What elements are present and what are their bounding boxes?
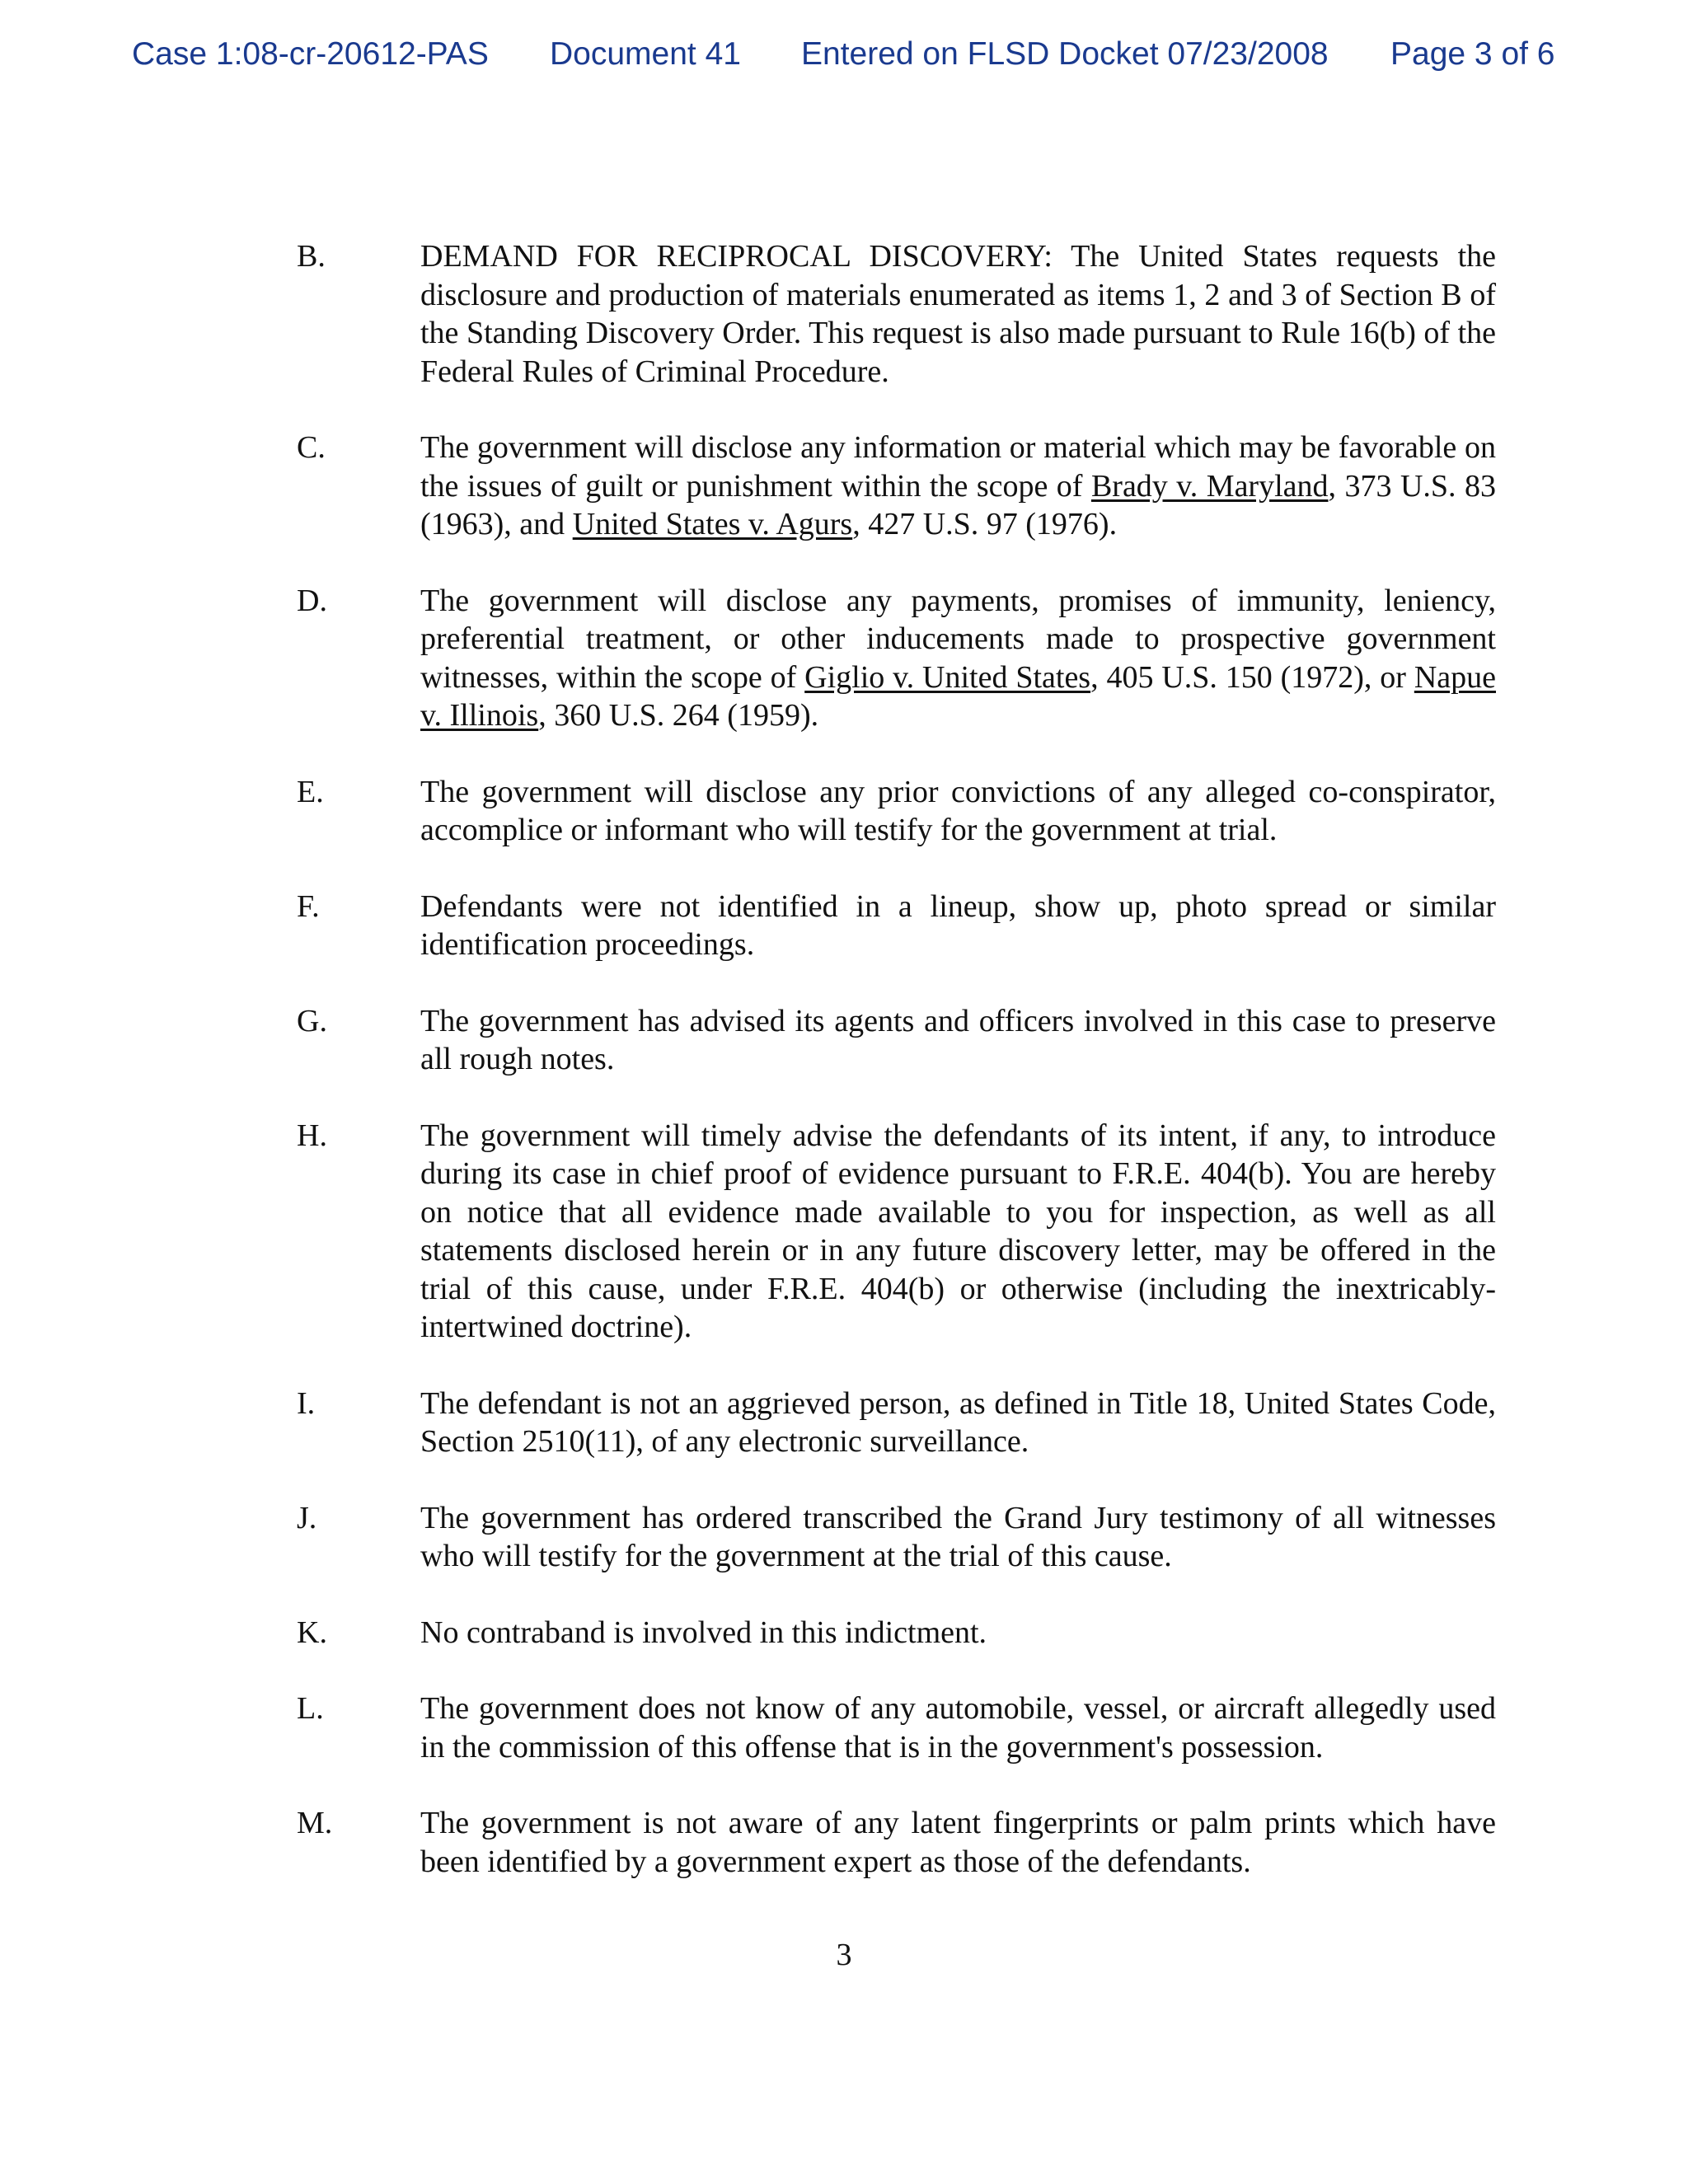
- item-text: The defendant is not an aggrieved person, as defined in Title 18, United States Code, Section 2510(11), of any electronic surveillance.: [420, 1385, 1496, 1459]
- item-letter: E.: [297, 774, 324, 809]
- item-text: The government will disclose any payments, promises of immunity, leniency, preferential treatment, or other inducements made to prospective government witnesses, within the scope of Giglio v. United States, 405 U.S. 150 (1972), or Napue v. Illinois, 360 U.S. 264 (1959).: [420, 583, 1496, 733]
- item-letter: G.: [297, 1003, 327, 1038]
- list-item-j: [297, 1499, 1500, 1576]
- list-item-e: [297, 773, 1500, 850]
- item-text: The government has advised its agents and officers involved in this case to preserve all rough notes.: [420, 1003, 1496, 1076]
- page-number: 3: [836, 1938, 852, 1972]
- item-letter: K.: [297, 1615, 327, 1650]
- item-letter: C.: [297, 430, 326, 465]
- item-text: The government will disclose any information or material which may be favorable on the issues of guilt or punishment within the scope of Brady v. Maryland, 373 U.S. 83 (1963), and United States v. Agurs, 427 U.S. 97 (1976).: [420, 430, 1497, 541]
- list-item-c: [297, 429, 1500, 544]
- item-letter: L.: [297, 1691, 324, 1726]
- list-item-k: [297, 1614, 1500, 1652]
- list-item-h: [297, 1117, 1500, 1347]
- list-item-l: [297, 1690, 1500, 1766]
- case-citation-agurs: United States v. Agurs: [572, 507, 853, 541]
- item-letter: I.: [297, 1385, 316, 1421]
- item-text: The government does not know of any automobile, vessel, or aircraft allegedly used in the commission of this offense that is in the government's possession.: [420, 1691, 1496, 1765]
- header-case-number: Case 1:08-cr-20612-PAS: [132, 36, 489, 72]
- list-item-b: [297, 237, 1500, 391]
- list-item-i: [297, 1385, 1500, 1461]
- item-letter: F.: [297, 888, 320, 924]
- item-text: DEMAND FOR RECIPROCAL DISCOVERY: The United States requests the disclosure and production of materials enumerated as items 1, 2 and 3 of Section B of the Standing Discovery Order. This request is also made pursuant to Rule 16(b) of the Federal Rules of Criminal Procedure.: [420, 239, 1496, 389]
- item-text: The government will timely advise the defendants of its intent, if any, to introduce during its case in chief proof of evidence pursuant to F.R.E. 404(b). You are hereby on notice that all evidence made available to you for inspection, as well as all statements disclosed herein or in any future discovery letter, may be offered in the trial of this cause, under F.R.E. 404(b) or otherwise (including the inextricably-intertwined doctrine).: [420, 1118, 1496, 1344]
- item-letter: H.: [297, 1118, 327, 1153]
- item-text: The government is not aware of any latent fingerprints or palm prints which have been identified by a government expert as those of the defendants.: [420, 1806, 1496, 1879]
- list-item-d: [297, 582, 1500, 735]
- item-text: The government will disclose any prior convictions of any alleged co-conspirator, accomplice or informant who will testify for the government at trial.: [420, 774, 1496, 847]
- list-item-f: [297, 888, 1500, 964]
- header-page-indicator: Page 3 of 6: [1390, 36, 1555, 72]
- header-entered-date: Entered on FLSD Docket 07/23/2008: [801, 36, 1329, 72]
- case-citation-brady: Brady v. Maryland: [1090, 468, 1329, 504]
- header-document-number: Document 41: [550, 36, 741, 72]
- item-text: The government has ordered transcribed the Grand Jury testimony of all witnesses who will testify for the government at the trial of this cause.: [420, 1500, 1496, 1573]
- item-letter: B.: [297, 239, 326, 274]
- item-text: No contraband is involved in this indictment.: [420, 1615, 987, 1650]
- case-citation-giglio: Giglio v. United States: [804, 659, 1091, 695]
- list-item-g: [297, 1002, 1500, 1079]
- item-text: Defendants were not identified in a lineup, show up, photo spread or similar identification proceedings.: [420, 888, 1496, 962]
- item-letter: M.: [297, 1806, 333, 1840]
- docket-header: [132, 36, 1563, 86]
- item-letter: J.: [297, 1500, 317, 1535]
- list-item-m: [297, 1804, 1500, 1881]
- item-letter: D.: [297, 583, 327, 618]
- case-citation-napue: Napue v. Illinois: [420, 659, 1496, 733]
- discovery-items: [297, 237, 1500, 1919]
